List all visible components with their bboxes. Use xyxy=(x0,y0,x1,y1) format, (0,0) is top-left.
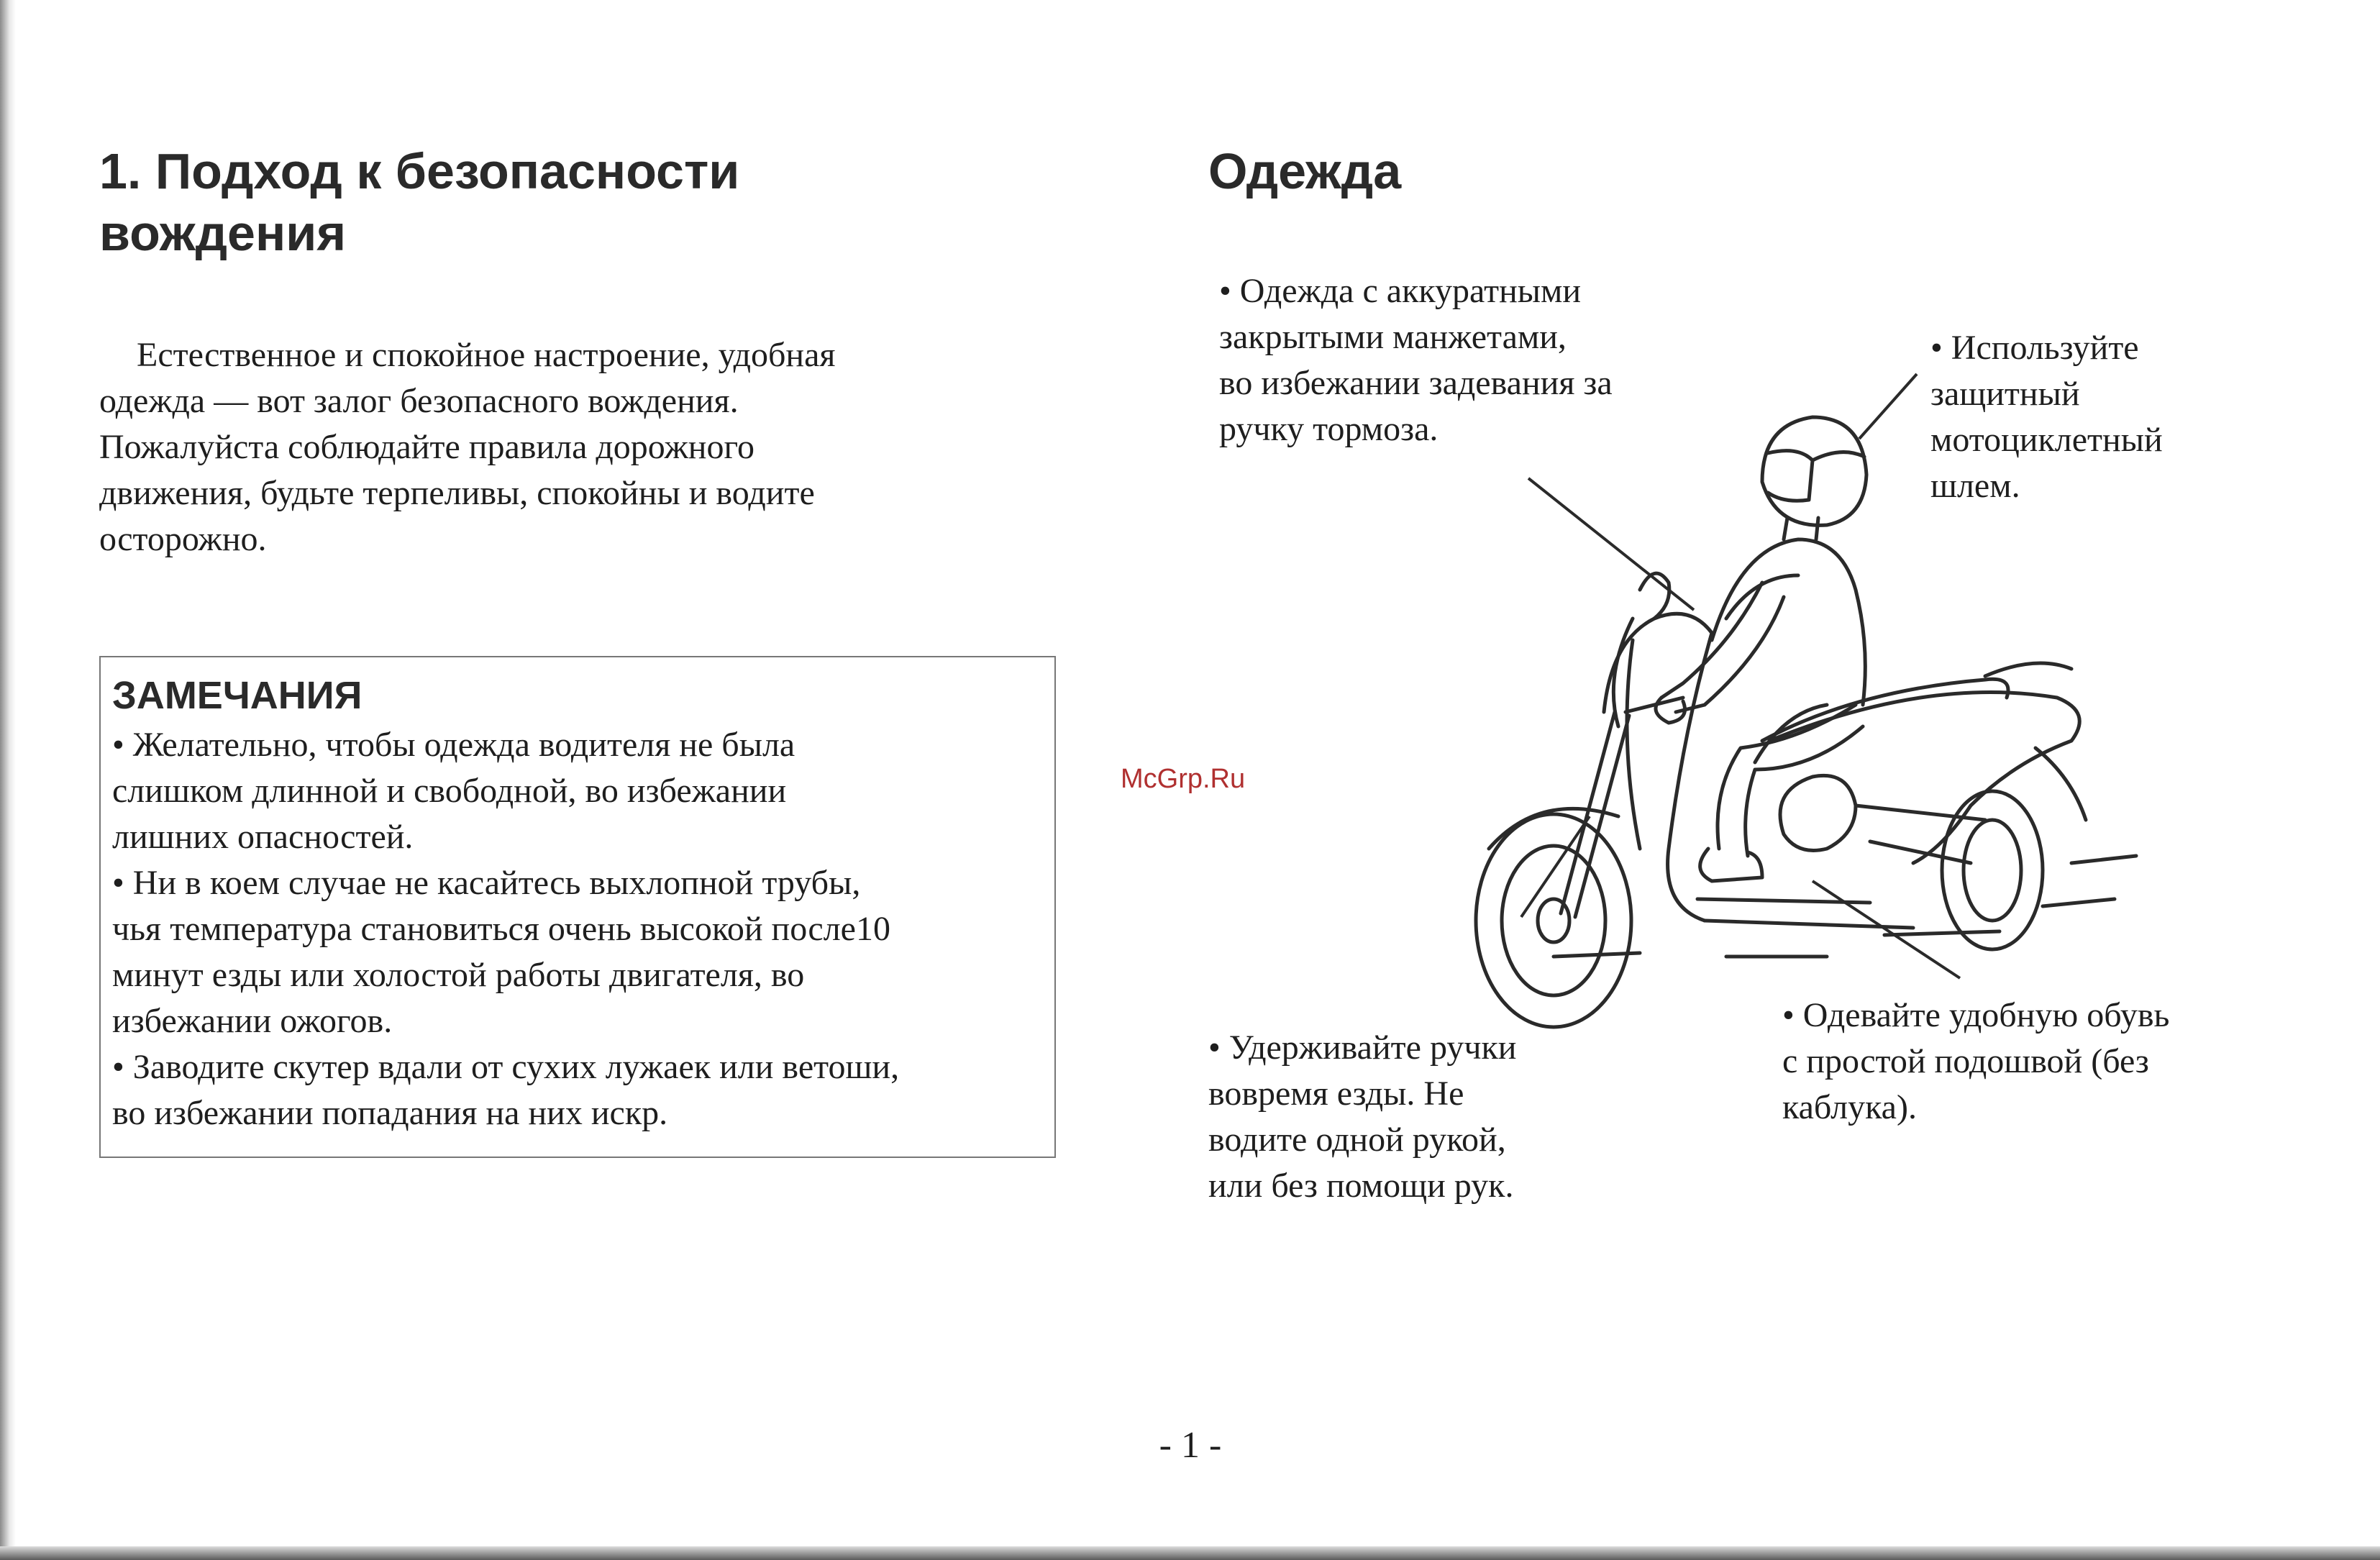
intro-line: движения, будьте терпеливы, спокойны и водите xyxy=(99,474,815,512)
notes-line: чья температура становиться очень высокой после10 xyxy=(112,910,890,948)
notes-line: минут езды или холостой работы двигателя, во xyxy=(112,956,805,994)
section-title-line-2: вождения xyxy=(99,205,347,261)
notes-line: • Ни в коем случае не касайтесь выхлопной трубы, xyxy=(112,864,861,902)
watermark: McGrp.Ru xyxy=(1121,764,1246,794)
callout-line: • Используйте xyxy=(1930,329,2139,367)
callout-line: • Одежда с аккуратными xyxy=(1219,272,1582,310)
callout-line: защитный xyxy=(1930,375,2080,413)
callout-line: ручку тормоза. xyxy=(1219,410,1439,448)
notes-line: • Желательно, чтобы одежда водителя не была xyxy=(112,726,795,764)
callout-line: или без помощи рук. xyxy=(1208,1167,1514,1205)
notes-title: ЗАМЕЧАНИЯ xyxy=(112,674,363,717)
notes-line: • Заводите скутер вдали от сухих лужаек или ветоши, xyxy=(112,1048,900,1086)
intro-line: Естественное и спокойное настроение, удобная xyxy=(137,336,836,374)
scooter-rider-illustration xyxy=(1424,403,2143,1036)
notes-line: избежании ожогов. xyxy=(112,1002,393,1040)
callout-line: во избежании задевания за xyxy=(1219,364,1613,402)
notes-line: во избежании попадания на них искр. xyxy=(112,1094,668,1132)
notes-line: слишком длинной и свободной, во избежании xyxy=(112,772,787,810)
callout-line: каблука). xyxy=(1782,1088,1917,1126)
intro-line: осторожно. xyxy=(99,520,267,558)
callout-line: • Одевайте удобную обувь xyxy=(1782,996,2170,1034)
intro-line: Пожалуйста соблюдайте правила дорожного xyxy=(99,428,754,466)
section-title-line-1: 1. Подход к безопасности xyxy=(99,143,740,199)
page-number: - 1 - xyxy=(1159,1425,1222,1466)
callout-line: шлем. xyxy=(1930,467,2020,505)
notes-line: лишних опасностей. xyxy=(112,818,414,856)
intro-line: одежда — вот залог безопасного вождения. xyxy=(99,382,739,420)
callout-line: • Удерживайте ручки xyxy=(1208,1028,1517,1067)
callout-line: водите одной рукой, xyxy=(1208,1121,1506,1159)
callout-line: с простой подошвой (без xyxy=(1782,1042,2149,1080)
clothing-title: Одежда xyxy=(1208,143,1402,199)
callout-line: закрытыми манжетами, xyxy=(1219,318,1567,356)
callout-line: мотоциклетный xyxy=(1930,421,2163,459)
callout-line: вовремя езды. Не xyxy=(1208,1075,1464,1113)
